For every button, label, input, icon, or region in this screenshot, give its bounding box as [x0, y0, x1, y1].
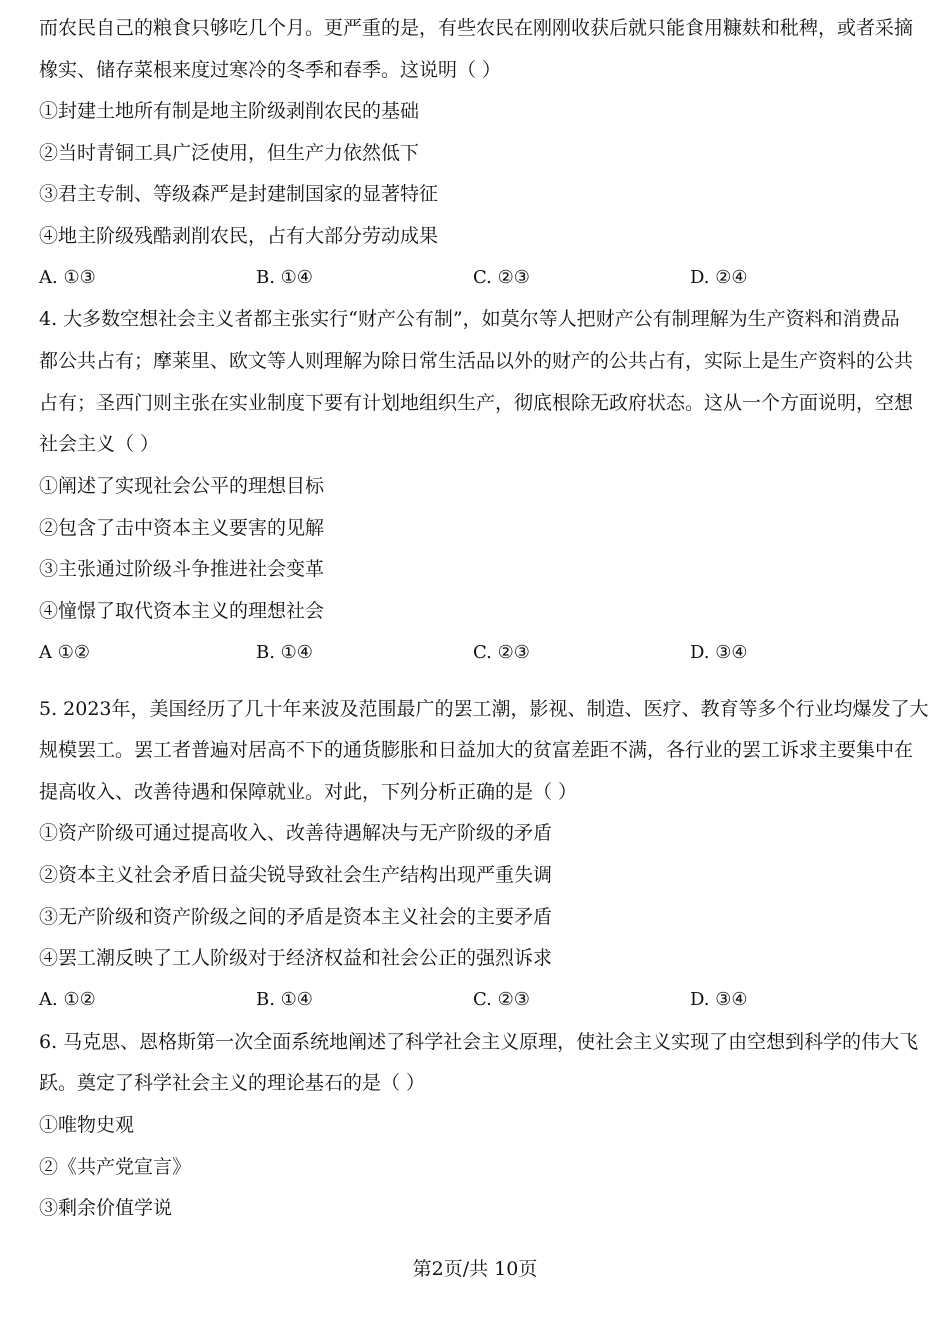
statement-1: ①封建土地所有制是地主阶级剥削农民的基础 — [39, 100, 420, 122]
option-d: D. ③④ — [690, 642, 748, 663]
statement-4: ④罢工潮反映了工人阶级对于经济权益和社会公正的强烈诉求 — [39, 947, 553, 969]
page-number: 第2页/共 10页 — [412, 1258, 538, 1280]
stem-line: 社会主义（ ） — [39, 433, 160, 455]
stem-line: 占有；圣西门则主张在实业制度下要有计划地组织生产，彻底根除无政府状态。这从一个方面说明，空想 — [39, 392, 914, 414]
statement-1: ①唯物史观 — [39, 1114, 135, 1136]
option-c: C. ②③ — [473, 989, 530, 1010]
statement-3: ③君主专制、等级森严是封建制国家的显著特征 — [39, 183, 439, 205]
statement-2: ②包含了击中资本主义要害的见解 — [39, 517, 325, 539]
option-b: B. ①④ — [256, 642, 313, 663]
option-a: A ①② — [39, 642, 90, 663]
statement-4: ④地主阶级残酷剥削农民，占有大部分劳动成果 — [39, 225, 439, 247]
statement-3: ③剩余价值学说 — [39, 1197, 173, 1219]
option-c: C. ②③ — [473, 267, 530, 288]
statement-3: ③主张通过阶级斗争推进社会变革 — [39, 558, 325, 580]
statement-1: ①资产阶级可通过提高收入、改善待遇解决与无产阶级的矛盾 — [39, 822, 553, 844]
statement-2: ②《共产党宣言》 — [39, 1156, 192, 1178]
statement-2: ②资本主义社会矛盾日益尖锐导致社会生产结构出现严重失调 — [39, 864, 553, 886]
stem-line: 都公共占有；摩莱里、欧文等人则理解为除日常生活品以外的财产的公共占有，实际上是生产资料的公共 — [39, 350, 914, 372]
stem-line: 规模罢工。罢工者普遍对居高不下的通货膨胀和日益加大的贫富差距不满，各行业的罢工诉求主要集中在 — [39, 739, 914, 761]
stem-line: 跃。奠定了科学社会主义的理论基石的是（ ） — [39, 1072, 426, 1094]
stem-line: 5. 2023年，美国经历了几十年来波及范围最广的罢工潮，影视、制造、医疗、教育等多个行业均爆发了大 — [39, 698, 929, 720]
statement-4: ④憧憬了取代资本主义的理想社会 — [39, 600, 325, 622]
stem-line: 提高收入、改善待遇和保障就业。对此，下列分析正确的是（ ） — [39, 781, 578, 803]
stem-line: 橡实、储存菜根来度过寒冷的冬季和春季。这说明（ ） — [39, 59, 502, 81]
stem-line: 4. 大多数空想社会主义者都主张实行“财产公有制”，如莫尔等人把财产公有制理解为生产资料和消费品 — [39, 308, 900, 330]
statement-1: ①阐述了实现社会公平的理想目标 — [39, 475, 325, 497]
option-a: A. ①② — [39, 989, 96, 1010]
stem-line: 而农民自己的粮食只够吃几个月。更严重的是，有些农民在刚刚收获后就只能食用糠麸和秕稗，或者采摘 — [39, 17, 914, 39]
statement-3: ③无产阶级和资产阶级之间的矛盾是资本主义社会的主要矛盾 — [39, 906, 553, 928]
stem-line: 6. 马克思、恩格斯第一次全面系统地阐述了科学社会主义原理，使社会主义实现了由空想到科学的伟大飞 — [39, 1031, 919, 1053]
statement-2: ②当时青铜工具广泛使用，但生产力依然低下 — [39, 142, 420, 164]
option-c: C. ②③ — [473, 642, 530, 663]
option-b: B. ①④ — [256, 989, 313, 1010]
option-b: B. ①④ — [256, 267, 313, 288]
option-d: D. ③④ — [690, 989, 748, 1010]
option-a: A. ①③ — [39, 267, 96, 288]
option-d: D. ②④ — [690, 267, 748, 288]
